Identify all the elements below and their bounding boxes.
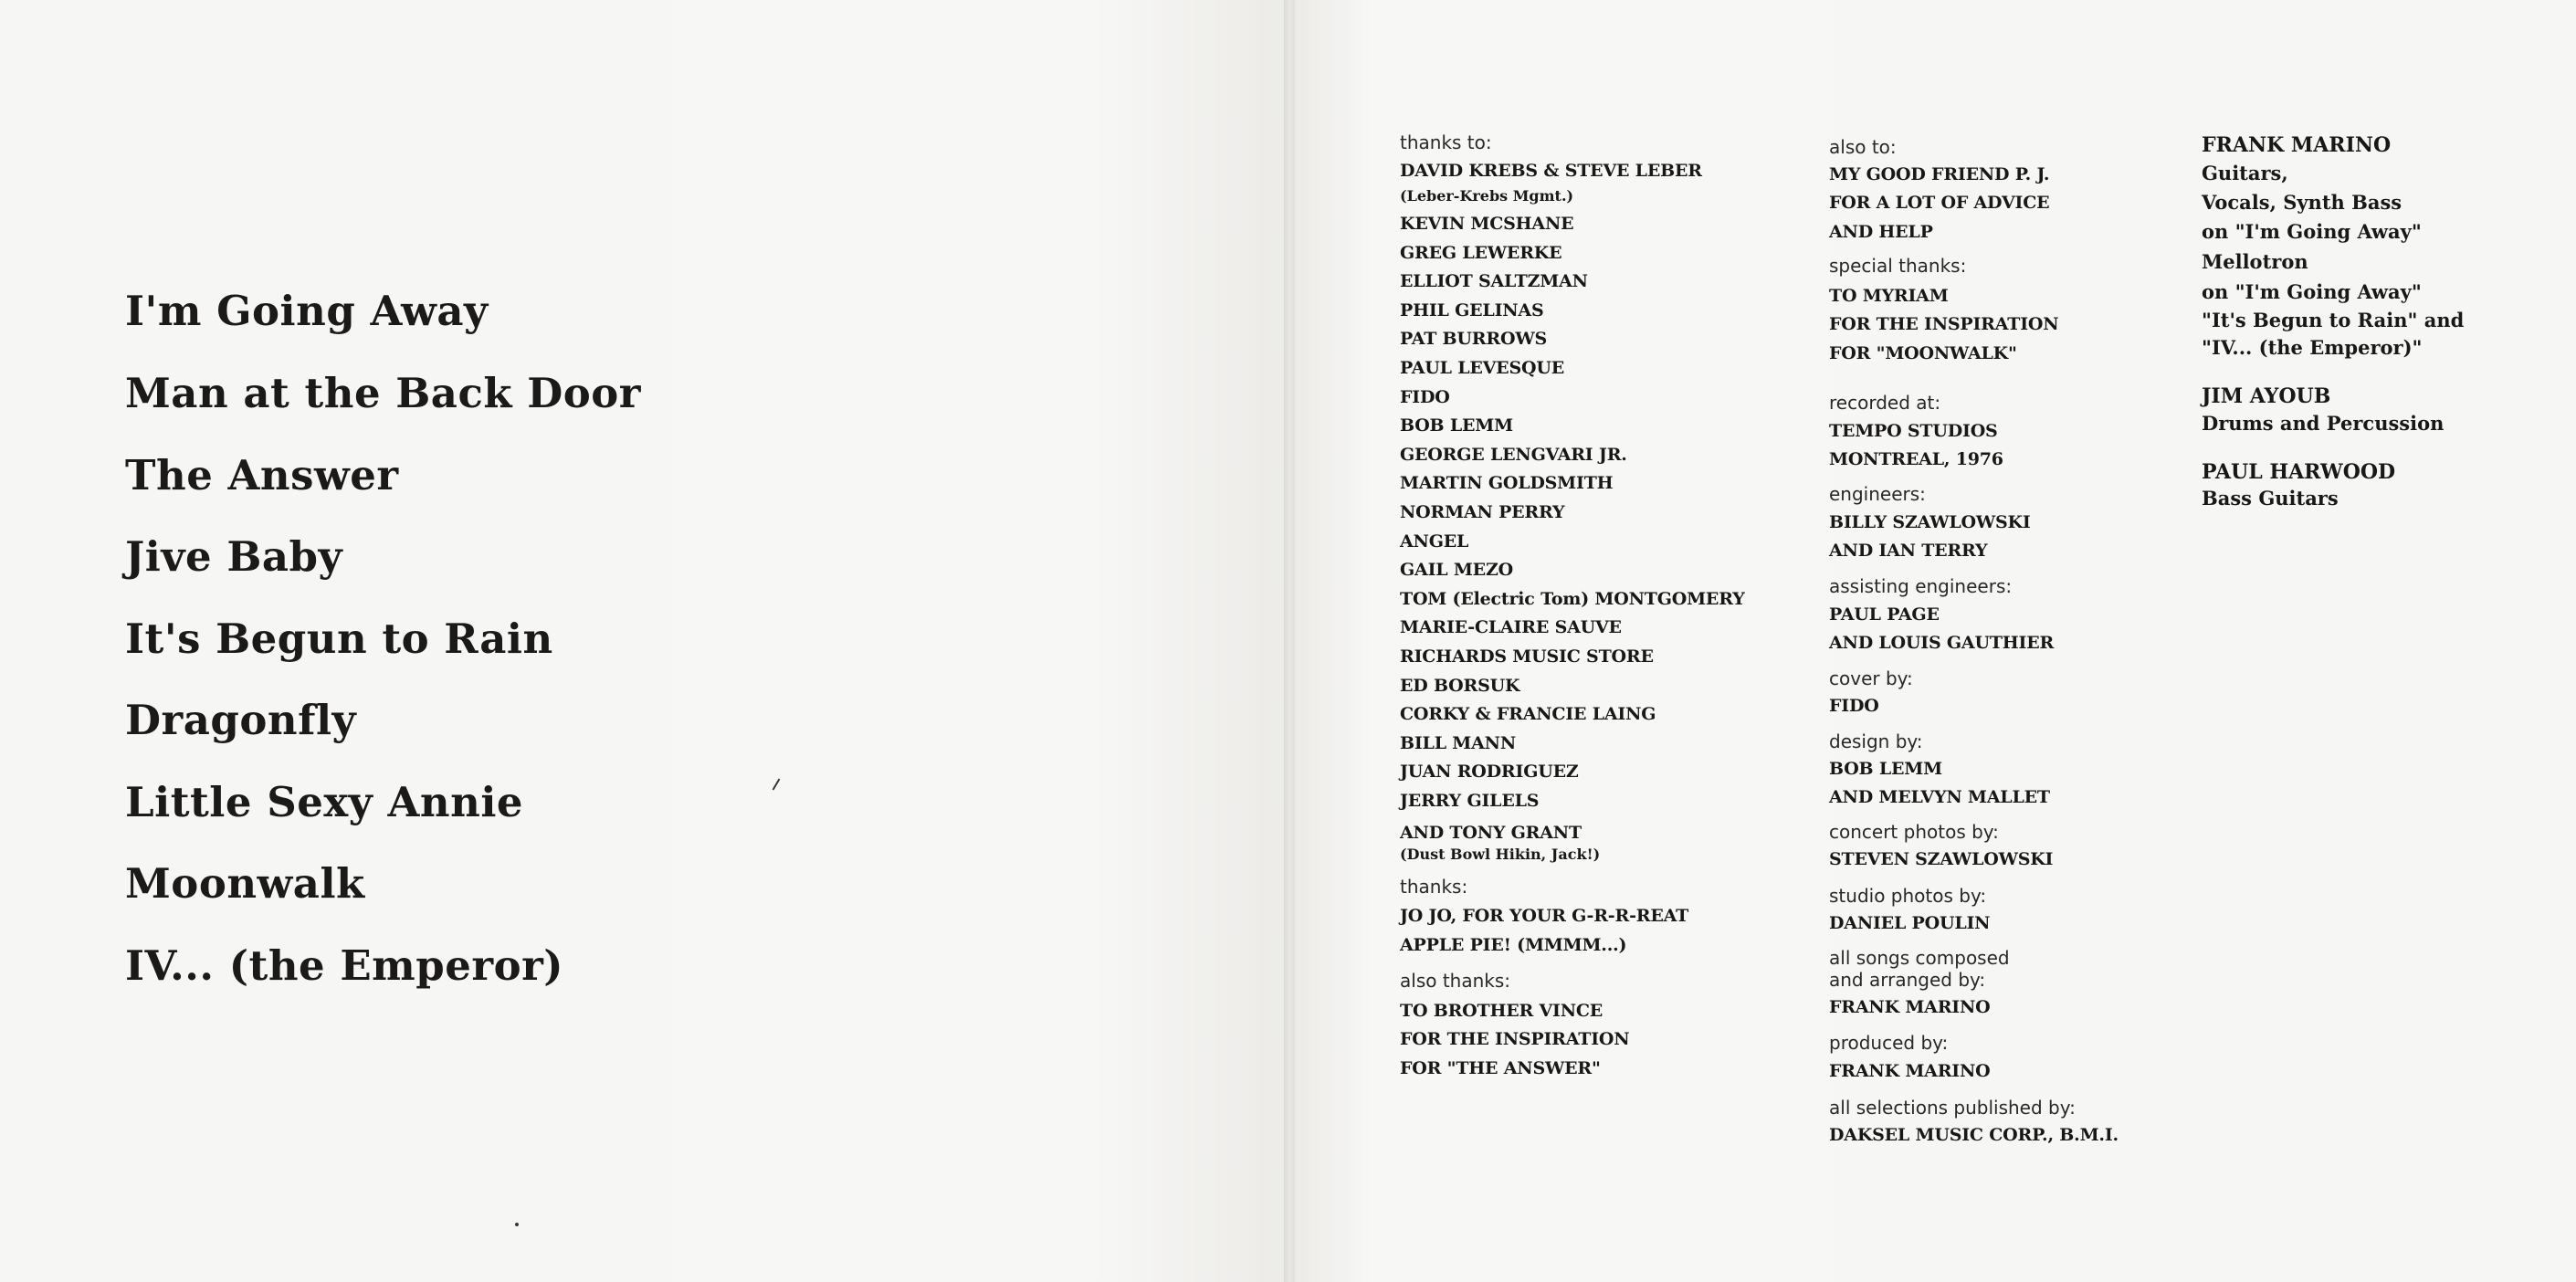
credit-line: DAKSEL MUSIC CORP., B.M.I. — [1829, 1125, 2119, 1145]
credit-line: FIDO — [1829, 696, 1879, 716]
credit-line: FRANK MARINO — [1829, 997, 1991, 1017]
thanks-name: RICHARDS MUSIC STORE — [1400, 646, 1654, 667]
thanks-name: PHIL GELINAS — [1400, 300, 1544, 320]
thanks-name: GEORGE LENGVARI JR. — [1400, 445, 1627, 465]
paper-speck — [515, 1223, 519, 1226]
thanks-heading: thanks: — [1400, 876, 1468, 898]
member-role: Drums and Percussion — [2202, 412, 2445, 435]
thanks-name: JO JO, FOR YOUR G-R-R-REAT — [1400, 906, 1689, 926]
credit-line: BILLY SZAWLOWSKI — [1829, 512, 2031, 532]
credit-heading: recorded at: — [1829, 392, 1941, 414]
credit-heading: assisting engineers: — [1829, 575, 2013, 597]
thanks-name: BILL MANN — [1400, 733, 1516, 753]
thanks-note: (Leber-Krebs Mgmt.) — [1400, 187, 1574, 205]
credit-line: MONTREAL, 1976 — [1829, 449, 2003, 469]
thanks-name: TO BROTHER VINCE — [1400, 1001, 1603, 1021]
credit-line: STEVEN SZAWLOWSKI — [1829, 849, 2054, 869]
thanks-name: AND TONY GRANT — [1400, 823, 1582, 843]
track-title: IV... (the Emperor) — [125, 941, 564, 990]
member-role: "IV... (the Emperor)" — [2202, 336, 2423, 359]
member-name: FRANK MARINO — [2202, 133, 2392, 157]
thanks-name: JUAN RODRIGUEZ — [1400, 762, 1579, 782]
left-page — [0, 0, 1286, 1282]
thanks-heading: also thanks: — [1400, 970, 1511, 992]
thanks-name: ANGEL — [1400, 531, 1469, 552]
thanks-name: ED BORSUK — [1400, 676, 1520, 696]
track-title: Dragonfly — [125, 696, 357, 744]
member-role: on "I'm Going Away" — [2202, 220, 2422, 243]
track-title: Man at the Back Door — [125, 369, 641, 417]
credit-heading: special thanks: — [1829, 255, 1967, 277]
track-title: Moonwalk — [125, 859, 365, 908]
thanks-name: GAIL MEZO — [1400, 560, 1513, 580]
member-role: Mellotron — [2202, 250, 2308, 273]
credit-heading: all selections published by: — [1829, 1097, 2076, 1119]
credit-line: TEMPO STUDIOS — [1829, 421, 1998, 441]
credit-line: AND IAN TERRY — [1829, 541, 1988, 561]
credit-heading: produced by: — [1829, 1032, 1949, 1054]
thanks-name: KEVIN MCSHANE — [1400, 214, 1574, 234]
credit-heading: design by: — [1829, 730, 1923, 752]
member-role: on "I'm Going Away" — [2202, 280, 2422, 303]
credit-line: FRANK MARINO — [1829, 1061, 1991, 1081]
thanks-name: FOR "THE ANSWER" — [1400, 1058, 1601, 1078]
member-role: Vocals, Synth Bass — [2202, 191, 2403, 214]
thanks-name: CORKY & FRANCIE LAING — [1400, 704, 1656, 724]
thanks-heading: thanks to: — [1400, 131, 1492, 153]
credit-line: FOR "MOONWALK" — [1829, 343, 2017, 363]
credit-heading: also to: — [1829, 136, 1897, 158]
thanks-name: FIDO — [1400, 387, 1450, 407]
track-title: Jive Baby — [125, 532, 343, 581]
member-role: Bass Guitars — [2202, 487, 2339, 510]
right-page — [1295, 0, 2576, 1282]
thanks-name: ELLIOT SALTZMAN — [1400, 271, 1588, 291]
credit-heading: and arranged by: — [1829, 969, 1986, 991]
thanks-name: MARIE-CLAIRE SAUVE — [1400, 617, 1622, 637]
credit-line: FOR A LOT OF ADVICE — [1829, 193, 2050, 213]
thanks-name: NORMAN PERRY — [1400, 502, 1565, 522]
credit-line: TO MYRIAM — [1829, 286, 1949, 306]
track-title: Little Sexy Annie — [125, 778, 524, 826]
track-title: The Answer — [125, 451, 399, 499]
credit-line: AND LOUIS GAUTHIER — [1829, 633, 2055, 653]
member-name: PAUL HARWOOD — [2202, 460, 2396, 484]
track-title: It's Begun to Rain — [125, 615, 553, 663]
thanks-name: TOM (Electric Tom) MONTGOMERY — [1400, 589, 1745, 609]
thanks-name: APPLE PIE! (MMMM...) — [1400, 935, 1627, 955]
credit-line: DANIEL POULIN — [1829, 913, 1991, 933]
thanks-note: (Dust Bowl Hikin, Jack!) — [1400, 846, 1601, 863]
credit-line: FOR THE INSPIRATION — [1829, 314, 2059, 334]
credit-line: MY GOOD FRIEND P. J. — [1829, 164, 2050, 184]
thanks-name: PAT BURROWS — [1400, 329, 1547, 349]
member-role: Guitars, — [2202, 162, 2288, 184]
thanks-name: FOR THE INSPIRATION — [1400, 1029, 1630, 1049]
paper-speck — [773, 778, 781, 790]
credit-heading: all songs composed — [1829, 947, 2010, 969]
credit-line: AND MELVYN MALLET — [1829, 787, 2050, 807]
thanks-name: MARTIN GOLDSMITH — [1400, 473, 1614, 493]
credit-heading: engineers: — [1829, 483, 1926, 505]
credit-line: BOB LEMM — [1829, 759, 1942, 779]
credit-line: AND HELP — [1829, 222, 1933, 242]
credit-line: PAUL PAGE — [1829, 604, 1940, 625]
member-name: JIM AYOUB — [2202, 384, 2331, 408]
track-title: I'm Going Away — [125, 287, 489, 335]
thanks-name: JERRY GILELS — [1400, 791, 1540, 811]
thanks-name: DAVID KREBS & STEVE LEBER — [1400, 161, 1702, 181]
thanks-name: GREG LEWERKE — [1400, 243, 1562, 263]
credit-heading: concert photos by: — [1829, 821, 1999, 843]
credit-heading: cover by: — [1829, 667, 1913, 689]
thanks-name: BOB LEMM — [1400, 415, 1513, 436]
thanks-name: PAUL LEVESQUE — [1400, 358, 1564, 378]
credit-heading: studio photos by: — [1829, 885, 1987, 907]
member-role: "It's Begun to Rain" and — [2202, 309, 2465, 331]
